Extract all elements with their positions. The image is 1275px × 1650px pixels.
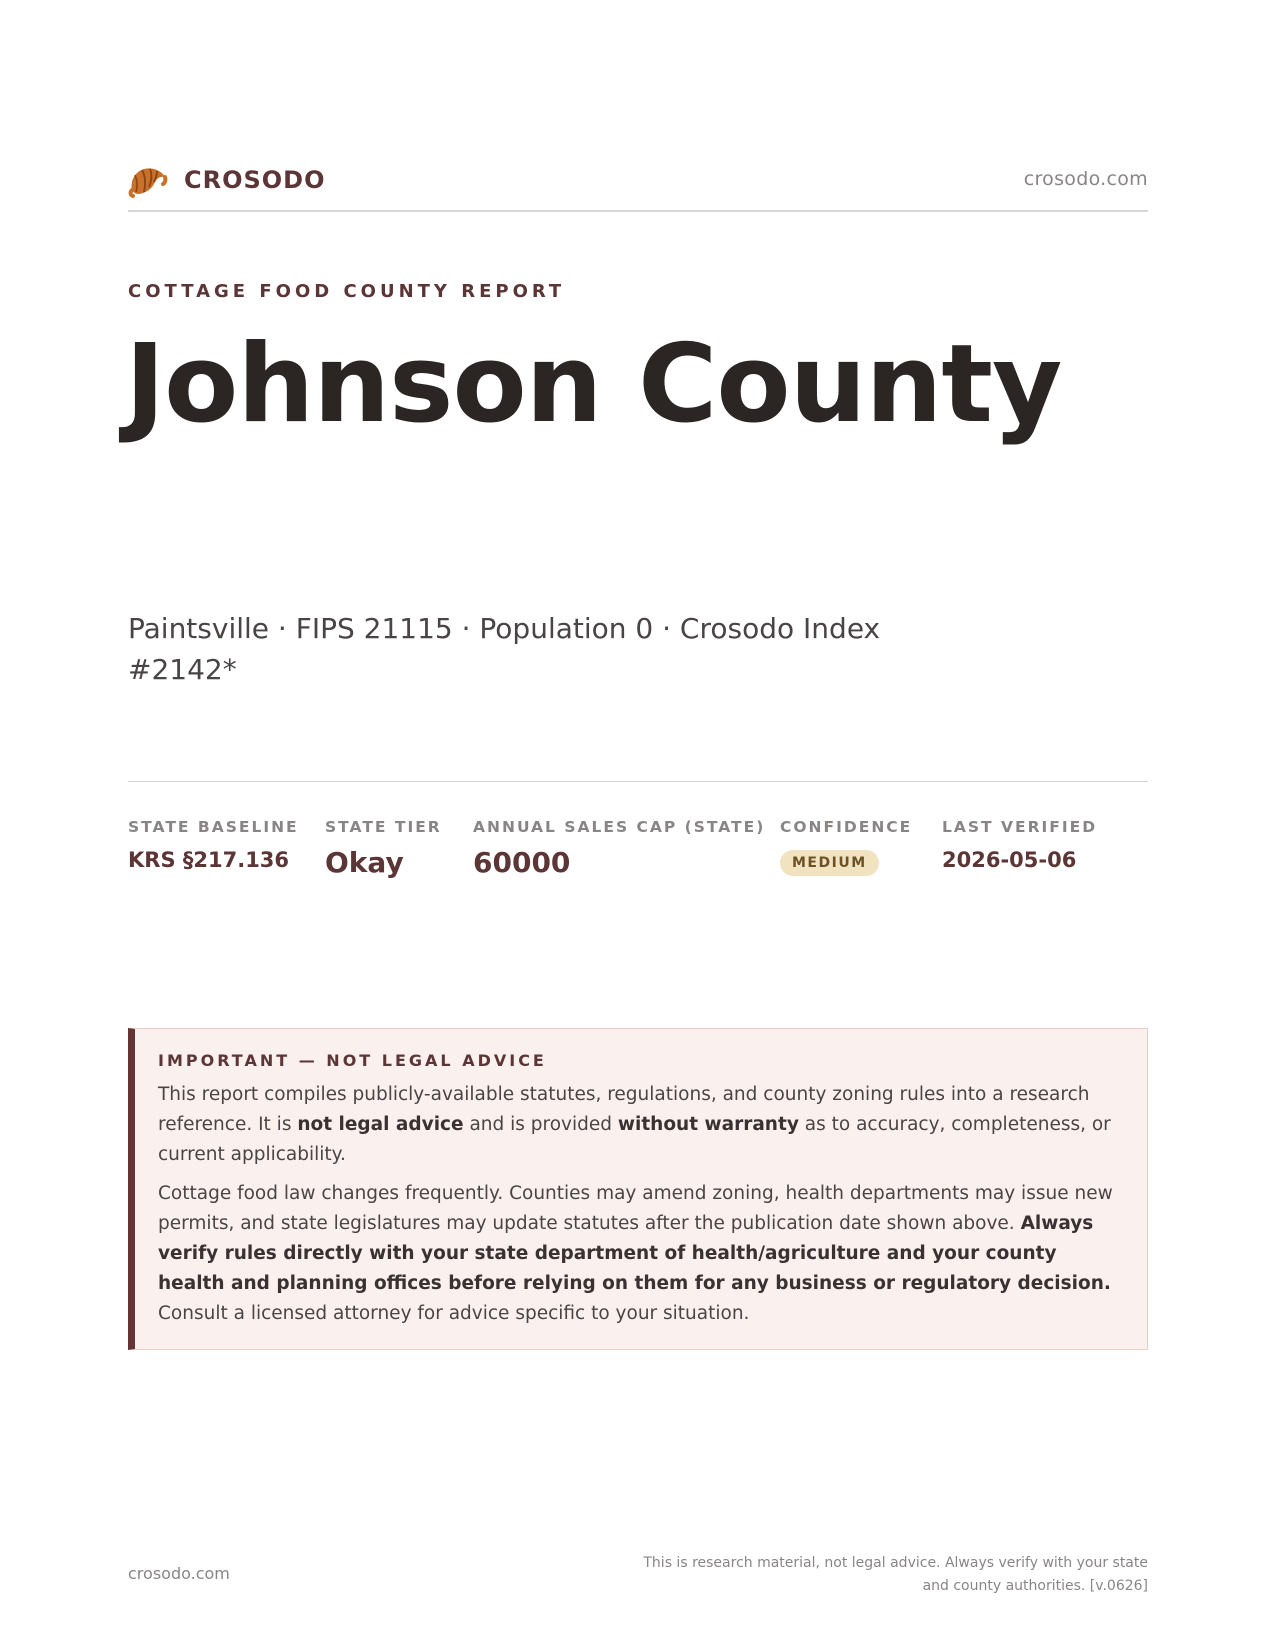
- footer-site-url[interactable]: crosodo.com: [128, 1564, 230, 1583]
- stat-label: STATE TIER: [325, 818, 442, 836]
- notice-text: as to accuracy, completeness, or current applicability.: [158, 1114, 1111, 1165]
- notice-emphasis: Always verify rules directly with your state department of health/agriculture and your county health and planning offices before relying on them for any business or regulatory decision.: [158, 1213, 1111, 1294]
- stat-label: STATE BASELINE: [128, 818, 299, 836]
- county-title: Johnson County: [125, 322, 1062, 447]
- stat-confidence: [780, 818, 912, 876]
- stat-value: 60000: [473, 846, 571, 879]
- brand: [128, 160, 326, 200]
- stats-row: [128, 818, 1148, 898]
- stat-state-tier: [325, 818, 442, 879]
- legal-notice: [128, 1028, 1148, 1350]
- header: [128, 160, 1148, 200]
- footer-disclaimer-line: and county authorities. [v.0626]: [922, 1578, 1148, 1594]
- footer-disclaimer: [628, 1552, 1148, 1598]
- notice-title: IMPORTANT — NOT LEGAL ADVICE: [158, 1051, 547, 1070]
- notice-text: Consult a licensed attorney for advice specific to your situation.: [158, 1303, 750, 1324]
- stat-value: KRS §217.136: [128, 848, 290, 872]
- brand-name: CROSODO: [184, 166, 326, 194]
- notice-emphasis: not legal advice: [297, 1114, 464, 1135]
- croissant-icon: [128, 160, 168, 200]
- county-subtitle: Paintsville · FIPS 21115 · Population 0 · Crosodo Index #2142*: [128, 612, 881, 686]
- stat-last-verified: [942, 818, 1097, 872]
- stat-value: Okay: [325, 846, 404, 879]
- stat-value: 2026-05-06: [942, 848, 1077, 872]
- stat-label: LAST VERIFIED: [942, 818, 1098, 836]
- report-page: [125, 0, 1148, 1650]
- section-divider: [128, 781, 1148, 782]
- notice-paragraph: [158, 1080, 1121, 1170]
- stat-sales-cap: [473, 818, 765, 879]
- notice-emphasis: without warranty: [617, 1114, 799, 1135]
- notice-text: and is provided: [463, 1114, 618, 1135]
- report-eyebrow: COTTAGE FOOD COUNTY REPORT: [128, 281, 566, 302]
- notice-text: Cottage food law changes frequently. Counties may amend zoning, health departments may issue new permits, and state legislatures may update statutes after the publication date shown above.: [158, 1183, 1113, 1234]
- confidence-badge: MEDIUM: [780, 850, 879, 876]
- header-divider: [128, 210, 1148, 212]
- footer-disclaimer-line: This is research material, not legal advice. Always verify with your state: [643, 1555, 1148, 1571]
- header-site-url[interactable]: crosodo.com: [1023, 168, 1148, 190]
- notice-text: This report compiles publicly-available statutes, regulations, and county zoning rules into a research reference. It is: [158, 1084, 1090, 1135]
- stat-state-baseline: [128, 818, 299, 872]
- stat-label: CONFIDENCE: [780, 818, 913, 836]
- notice-paragraph: [158, 1179, 1121, 1329]
- stat-label: ANNUAL SALES CAP (STATE): [473, 818, 766, 836]
